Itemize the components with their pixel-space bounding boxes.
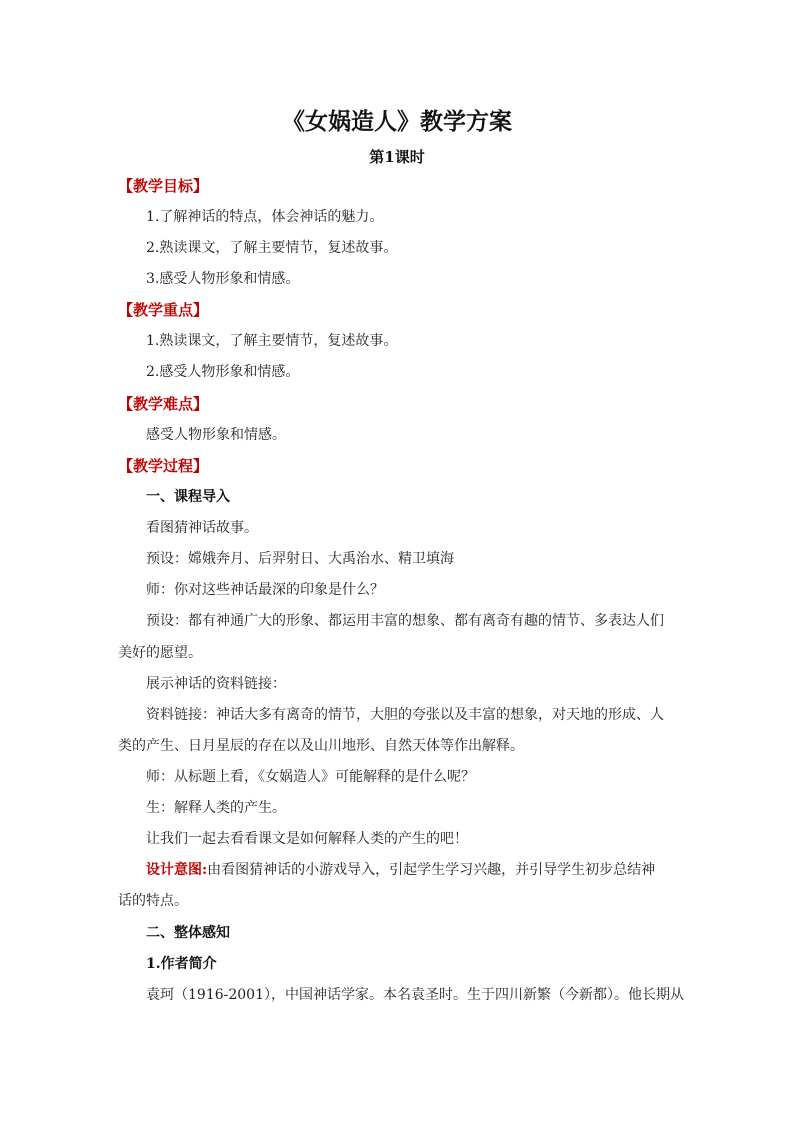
- document-title: 《女娲造人》教学方案: [282, 108, 512, 135]
- difficulty-text: 感受人物形象和情感。: [146, 427, 286, 443]
- design-intent-label: 设计意图:: [146, 862, 208, 878]
- goal-item: 3.感受人物形象和情感。: [146, 271, 300, 287]
- paragraph-line: 预设：嫦娥奔月、后羿射日、大禹治水、精卫填海: [146, 551, 454, 567]
- design-intent-line: [146, 860, 655, 880]
- paragraph-line: 生：解释人类的产生。: [146, 800, 286, 816]
- paragraph-line: 话的特点。: [118, 893, 188, 909]
- paragraph-line: 预设：都有神通广大的形象、都运用丰富的想象、都有离奇有趣的情节、多表达人们: [146, 613, 664, 629]
- lesson-period: 第1课时: [369, 148, 425, 166]
- process-heading: 【教学过程】: [118, 457, 209, 475]
- difficulty-heading: 【教学难点】: [118, 395, 209, 413]
- key-point-item: 2.感受人物形象和情感。: [146, 364, 300, 380]
- design-intent-text: 由看图猜神话的小游戏导入，引起学生学习兴趣，并引导学生初步总结神: [207, 862, 656, 878]
- paragraph-line: 类的产生、日月星辰的存在以及山川地形、自然天体等作出解释。: [118, 738, 524, 754]
- key-point-item: 1.熟读课文，了解主要情节，复述故事。: [146, 333, 398, 349]
- goal-item: 2.熟读课文，了解主要情节，复述故事。: [146, 240, 398, 256]
- paragraph-line: 资料链接：神话大多有离奇的情节，大胆的夸张以及丰富的想象，对天地的形成、人: [146, 707, 664, 723]
- section-title: 二、整体感知: [146, 925, 230, 941]
- goals-heading: 【教学目标】: [118, 177, 209, 195]
- key-points-heading: 【教学重点】: [118, 301, 209, 319]
- paragraph-line: 师：你对这些神话最深的印象是什么？: [146, 582, 384, 598]
- paragraph-line: 看图猜神话故事。: [146, 520, 258, 536]
- paragraph-line: 美好的愿望。: [118, 645, 202, 661]
- section-title: 一、课程导入: [146, 489, 230, 505]
- goal-item: 1.了解神话的特点，体会神话的魅力。: [146, 209, 384, 225]
- subsection-title: 1.作者简介: [146, 956, 217, 972]
- paragraph-line: 让我们一起去看看课文是如何解释人类的产生的吧！: [146, 831, 468, 847]
- paragraph-line: 师：从标题上看，《女娲造人》可能解释的是什么呢？: [146, 769, 475, 785]
- paragraph-line: 展示神话的资料链接：: [146, 676, 286, 692]
- paragraph-line: 袁珂（1916-2001），中国神话学家。本名袁圣时。生于四川新繁（今新都）。他长期从: [146, 987, 684, 1003]
